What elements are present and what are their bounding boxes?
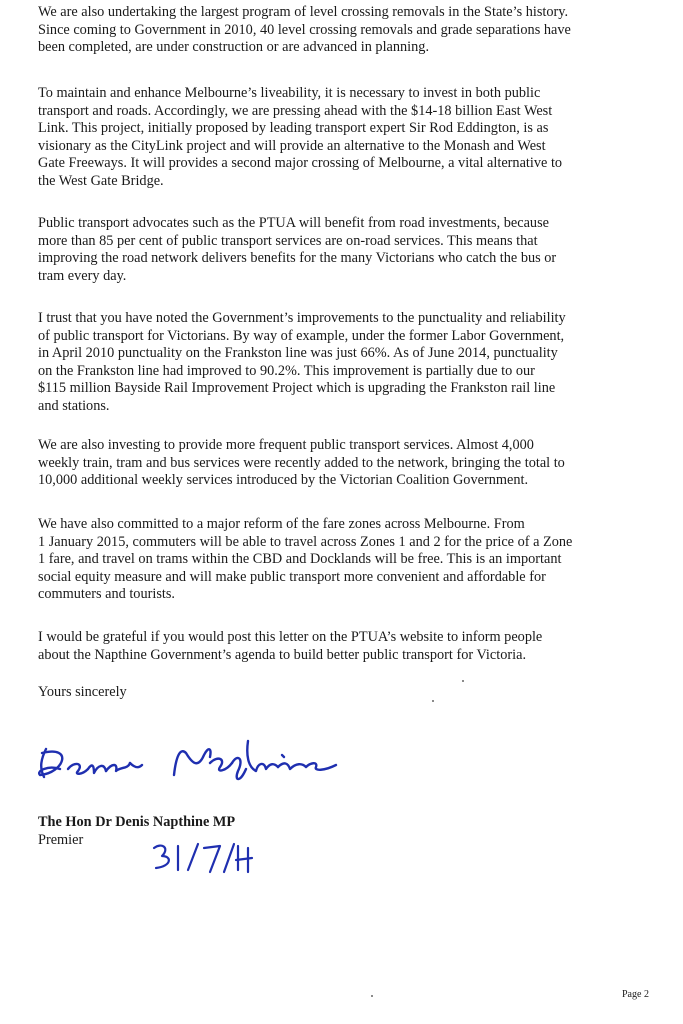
paragraph-frequent-services [38,437,668,490]
handwritten-signature [34,735,354,795]
paragraph-level-crossings [38,4,668,57]
paragraph-punctuality [38,310,668,416]
text-line: $115 million Bayside Rail Improvement Project which is upgrading the Frankston rail line [38,380,556,397]
text-line: Link. This project, initially proposed by leading transport expert Sir Rod Eddington, is as [38,120,549,137]
text-line: To maintain and enhance Melbourne’s liveability, it is necessary to invest in both public [38,85,541,101]
text-line: Gate Freeways. It will provides a second major crossing of Melbourne, a vital alternative to [38,155,563,172]
text-line: social equity measure and will make public transport more convenient and affordable for [38,568,546,585]
scan-speck [432,700,434,702]
page-number: Page 2 [622,989,649,1000]
text-line: I trust that you have noted the Government’s improvements to the punctuality and reliability [38,310,566,326]
paragraph-request [38,629,668,664]
text-line: in April 2010 punctuality on the Frankston line was just 66%. As of June 2014, punctuality [38,345,558,362]
text-line: We have also committed to a major reform of the fare zones across Melbourne. From [38,516,525,532]
paragraph-road-investments [38,215,668,285]
text-line: visionary as the CityLink project and will provide an alternative to the Monash and West [38,137,546,154]
text-line: about the Napthine Government’s agenda to build better public transport for Victoria. [38,646,527,663]
text-line: 1 fare, and travel on trams within the CBD and Docklands will be free. This is an important [38,551,562,568]
text-line: more than 85 per cent of public transport services are on-road services. This means that [38,232,538,249]
text-line: 1 January 2015, commuters will be able to travel across Zones 1 and 2 for the price of a Zone [38,533,573,550]
text-line: Since coming to Government in 2010, 40 level crossing removals and grade separations have [38,21,571,38]
text-line: improving the road network delivers benefits for the many Victorians who catch the bus or [38,250,557,267]
text-line: the West Gate Bridge. [38,172,164,189]
text-line: We are also investing to provide more frequent public transport services. Almost 4,000 [38,437,534,453]
text-line: weekly train, tram and bus services were recently added to the network, bringing the total to [38,454,565,471]
text-line: of public transport for Victorians. By way of example, under the former Labor Government, [38,327,565,344]
text-line: We are also undertaking the largest program of level crossing removals in the State’s history. [38,4,569,20]
text-line: I would be grateful if you would post this letter on the PTUA’s website to inform people [38,629,543,645]
text-line: and stations. [38,397,110,414]
text-line: tram every day. [38,267,127,284]
text-line: transport and roads. Accordingly, we are pressing ahead with the $14-18 billion East West [38,102,553,119]
handwritten-date [148,838,258,878]
signer-title: Premier [38,832,84,848]
scan-speck [371,995,373,997]
text-line: on the Frankston line had improved to 90.2%. This improvement is partially due to our [38,362,535,379]
signer-name: The Hon Dr Denis Napthine MP [38,814,236,830]
scan-speck [462,680,464,682]
closing-salutation: Yours sincerely [38,684,127,700]
text-line: been completed, are under construction or are advanced in planning. [38,39,430,56]
text-line: commuters and tourists. [38,586,175,603]
text-line: Public transport advocates such as the PTUA will benefit from road investments, because [38,215,549,231]
paragraph-east-west-link [38,85,668,191]
paragraph-fare-zones [38,516,668,604]
text-line: 10,000 additional weekly services introduced by the Victorian Coalition Government. [38,472,529,489]
